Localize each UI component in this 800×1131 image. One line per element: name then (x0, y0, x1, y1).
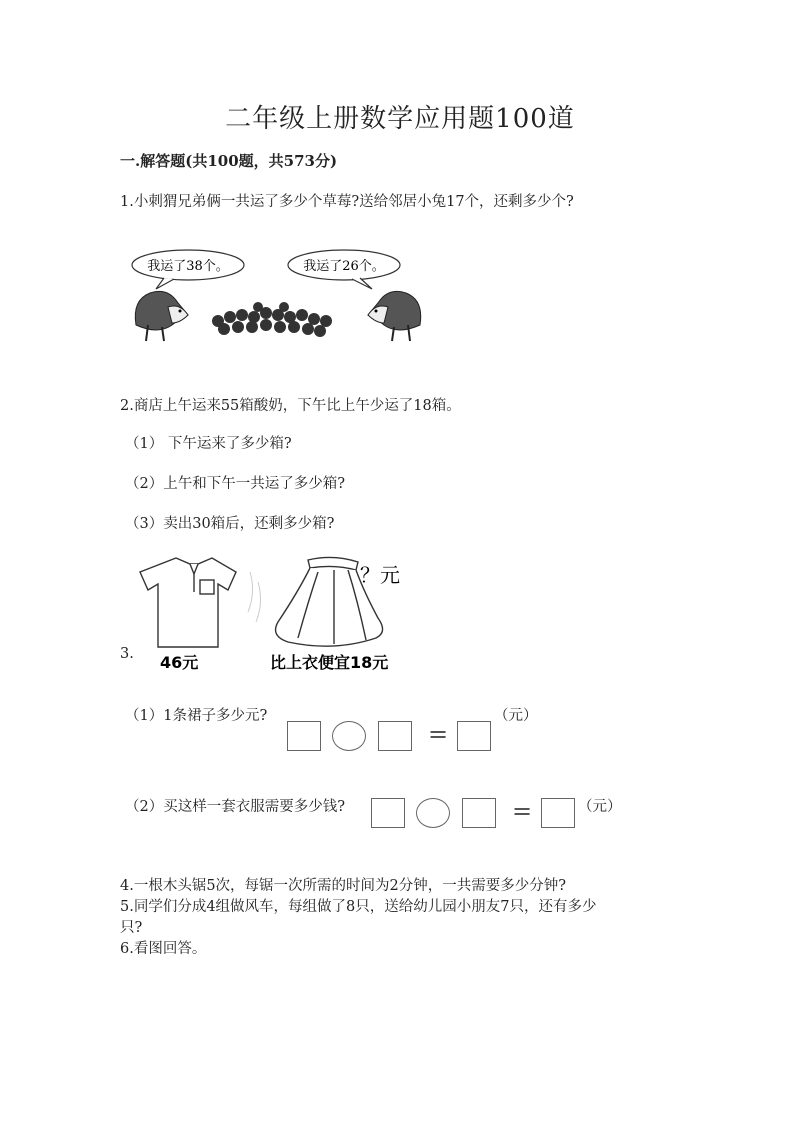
question-3-number: 3. (120, 646, 134, 662)
faint-marks (248, 572, 261, 622)
unit-label-1: （元） (494, 708, 538, 724)
question-4-text: 4.一根木头锯5次，每锯一次所需的时间为2分钟，一共需要多少分钟? (120, 878, 567, 894)
answer-box-2b[interactable] (462, 798, 496, 828)
shirt-price-label: 46元 (160, 653, 199, 672)
skirt-price-label: ？元 (360, 563, 400, 587)
operator-circle-2[interactable] (416, 798, 450, 828)
operator-circle-1[interactable] (332, 721, 366, 751)
shirt-icon (140, 558, 236, 647)
question-3-sub1: （1）1条裙子多少元? (125, 708, 268, 724)
left-bubble-text: 我运了38个。 (147, 259, 229, 274)
answer-box-1a[interactable] (287, 721, 321, 751)
question-5-line2: 只? (120, 920, 143, 936)
question-2-sub1: （1） 下午运来了多少箱? (125, 436, 292, 452)
equals-sign-1: = (428, 720, 449, 748)
answer-box-2c[interactable] (541, 798, 575, 828)
question-2-sub3: （3）卖出30箱后，还剩多少箱? (125, 516, 335, 532)
question-3-sub2: （2）买这样一套衣服需要多少钱? (125, 799, 345, 815)
section-header: 一.解答题(共100题，共573分) (120, 152, 338, 170)
question-2-text: 2.商店上午运来55箱酸奶，下午比上午少运了18箱。 (120, 398, 461, 414)
question-1-text: 1.小刺猬兄弟俩一共运了多少个草莓?送给邻居小兔17个，还剩多少个? (120, 194, 574, 210)
answer-box-2a[interactable] (371, 798, 405, 828)
strawberries-pile (212, 302, 332, 337)
right-hedgehog-icon (368, 291, 421, 341)
page-title: 二年级上册数学应用题100道 (225, 104, 575, 134)
question-6-text: 6.看图回答。 (120, 941, 207, 957)
question-2-sub2: （2）上午和下午一共运了多少箱? (125, 476, 345, 492)
unit-label-2: （元） (578, 799, 622, 815)
clothes-figure (138, 552, 408, 677)
question-5-line1: 5.同学们分成4组做风车，每组做了8只，送给幼儿园小朋友7只，还有多少 (120, 899, 597, 915)
answer-box-1b[interactable] (378, 721, 412, 751)
answer-box-1c[interactable] (457, 721, 491, 751)
skirt-note-label: 比上衣便宜18元 (270, 653, 389, 672)
right-bubble-text: 我运了26个。 (303, 259, 385, 274)
left-hedgehog-icon (135, 291, 188, 341)
hedgehogs-strawberries-figure (128, 245, 428, 350)
equals-sign-2: = (512, 797, 533, 825)
